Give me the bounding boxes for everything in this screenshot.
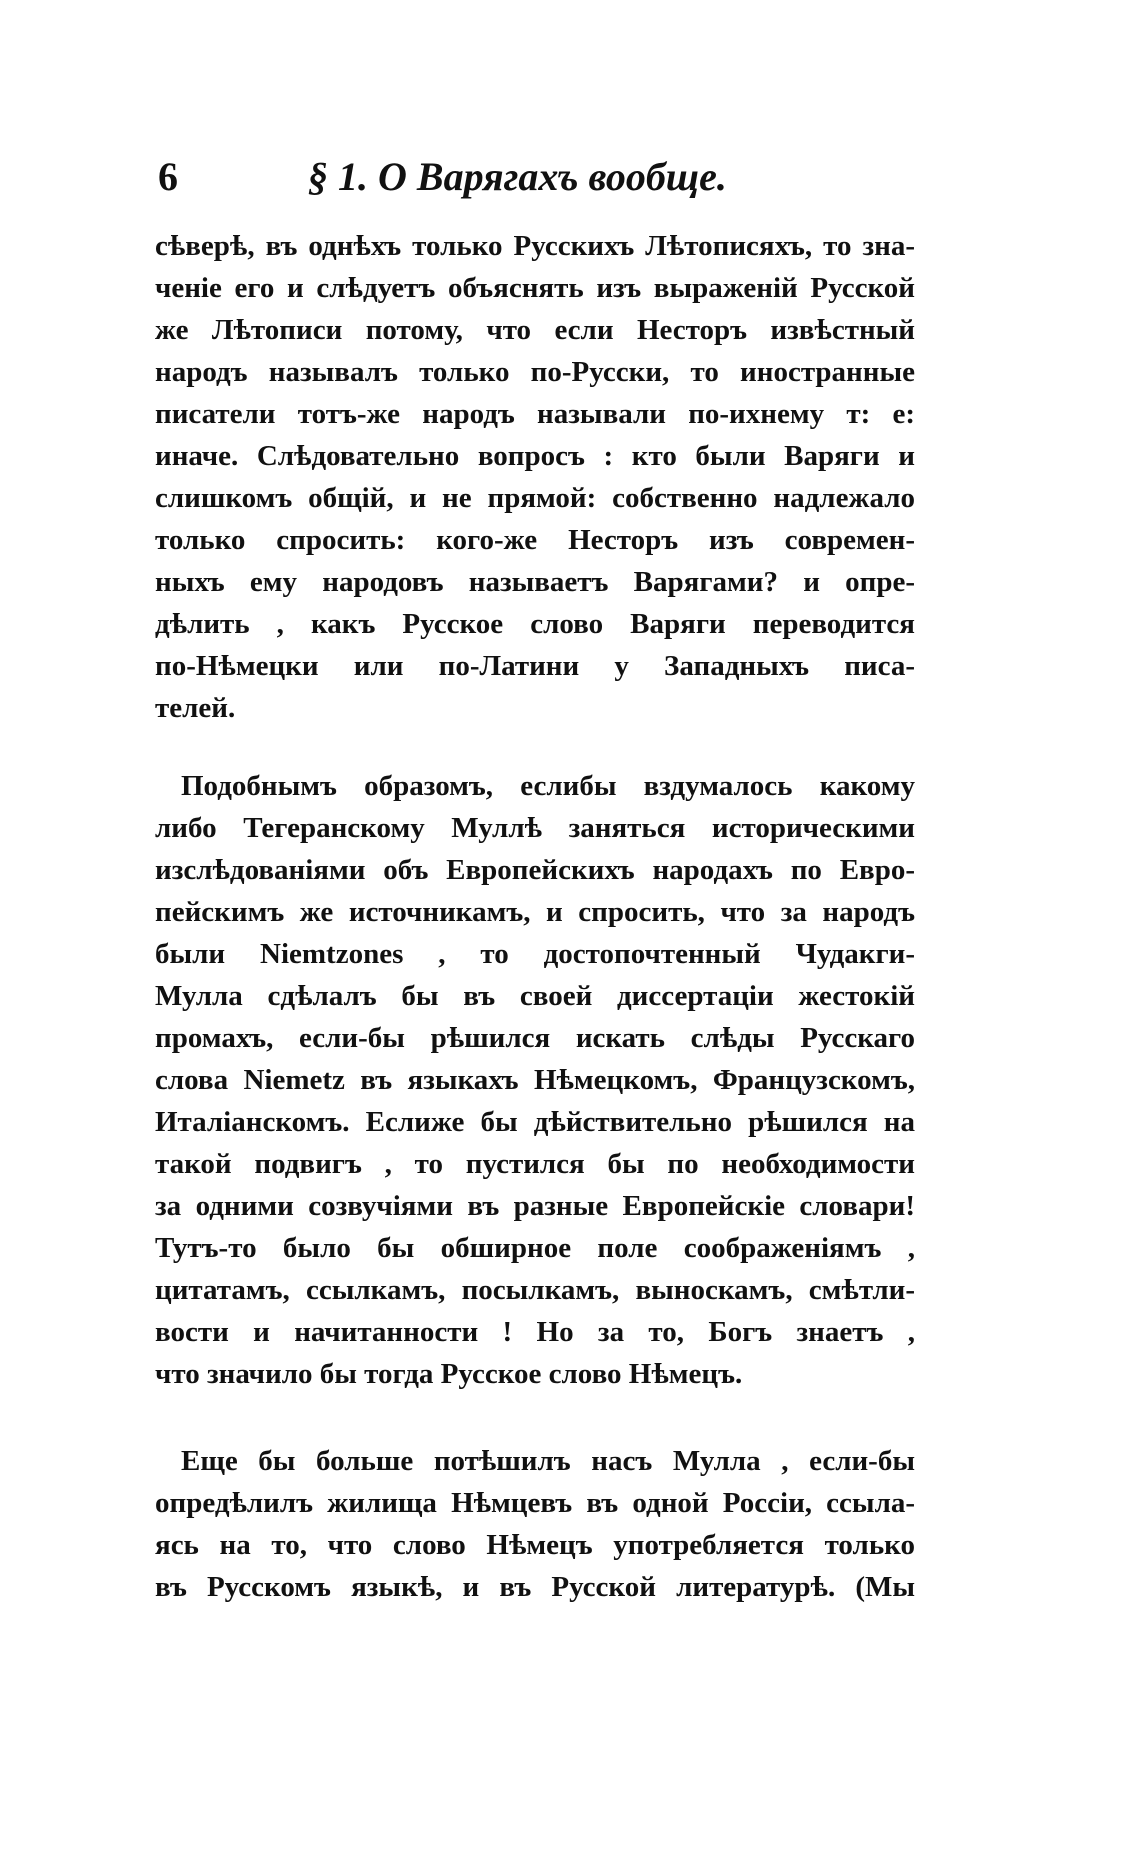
page-number: 6 <box>158 154 178 199</box>
text-line: Подобнымъ образомъ, еслибы вздумалось какому <box>181 770 915 802</box>
text-line: либо Тегеранскому Муллѣ заняться историческими <box>155 812 915 844</box>
text-line: слова Niemetz въ языкахъ Нѣмецкомъ, Французскомъ, <box>155 1064 915 1096</box>
text-line: ясь на то, что слово Нѣмецъ употребляется только <box>155 1529 915 1561</box>
text-line: сѣверѣ, въ однѣхъ только Русскихъ Лѣтописяхъ, то зна- <box>155 230 915 262</box>
text-line: въ Русскомъ языкѣ, и въ Русской литературѣ. (Мы <box>155 1571 915 1603</box>
text-line: что значило бы тогда Русское слово Нѣмецъ. <box>155 1358 743 1390</box>
page-header <box>158 152 918 212</box>
text-line: ныхъ ему народовъ называетъ Варягами? и опре- <box>155 566 915 598</box>
text-line: дѣлить , какъ Русское слово Варяги переводится <box>155 608 915 640</box>
text-line: народъ называлъ только по-Русски, то иностранные <box>155 356 915 388</box>
paragraph-1 <box>155 225 915 729</box>
text-line: за одними созвучіями въ разные Европейскіе словари! <box>155 1190 915 1222</box>
text-line: опредѣлилъ жилища Нѣмцевъ въ одной Россіи, ссыла- <box>155 1487 915 1519</box>
text-line: изслѣдованіями объ Европейскихъ народахъ по Евро- <box>155 854 915 886</box>
text-line: телей. <box>155 692 236 724</box>
text-line: такой подвигъ , то пустился бы по необходимости <box>155 1148 915 1180</box>
text-line: писатели тотъ-же народъ называли по-ихнему т: е: <box>155 398 915 430</box>
paragraph-2 <box>155 765 915 1395</box>
text-line: промахъ, если-бы рѣшился искать слѣды Русскаго <box>155 1022 915 1054</box>
text-line: слишкомъ общій, и не прямой: собственно надлежало <box>155 482 915 514</box>
text-line: же Лѣтописи потому, что если Несторъ извѣстный <box>155 314 915 346</box>
text-line: Мулла сдѣлалъ бы въ своей диссертаціи жестокій <box>155 980 915 1012</box>
text-line: цитатамъ, ссылкамъ, посылкамъ, выноскамъ, смѣтли- <box>155 1274 915 1306</box>
text-line: иначе. Слѣдовательно вопросъ : кто были Варяги и <box>155 440 915 472</box>
text-line: Еще бы больше потѣшилъ насъ Мулла , если-бы <box>181 1445 915 1477</box>
text-line: только спросить: кого-же Несторъ изъ современ- <box>155 524 915 556</box>
running-title: § 1. О Варягахъ вообще. <box>308 154 727 199</box>
text-line: по-Нѣмецки или по-Латини у Западныхъ писа- <box>155 650 915 682</box>
text-line: были Niemtzones , то достопочтенный Чудакги- <box>155 938 915 970</box>
text-line: вости и начитанности ! Но за то, Богъ знаетъ , <box>155 1316 915 1348</box>
text-line: ченіе его и слѣдуетъ объяснять изъ выраженій Русской <box>155 272 915 304</box>
text-line: Италіанскомъ. Еслиже бы дѣйствительно рѣшился на <box>155 1106 915 1138</box>
paragraph-3 <box>155 1440 915 1608</box>
text-line: пейскимъ же источникамъ, и спросить, что за народъ <box>155 896 915 928</box>
text-line: Тутъ-то было бы обширное поле соображеніямъ , <box>155 1232 915 1264</box>
